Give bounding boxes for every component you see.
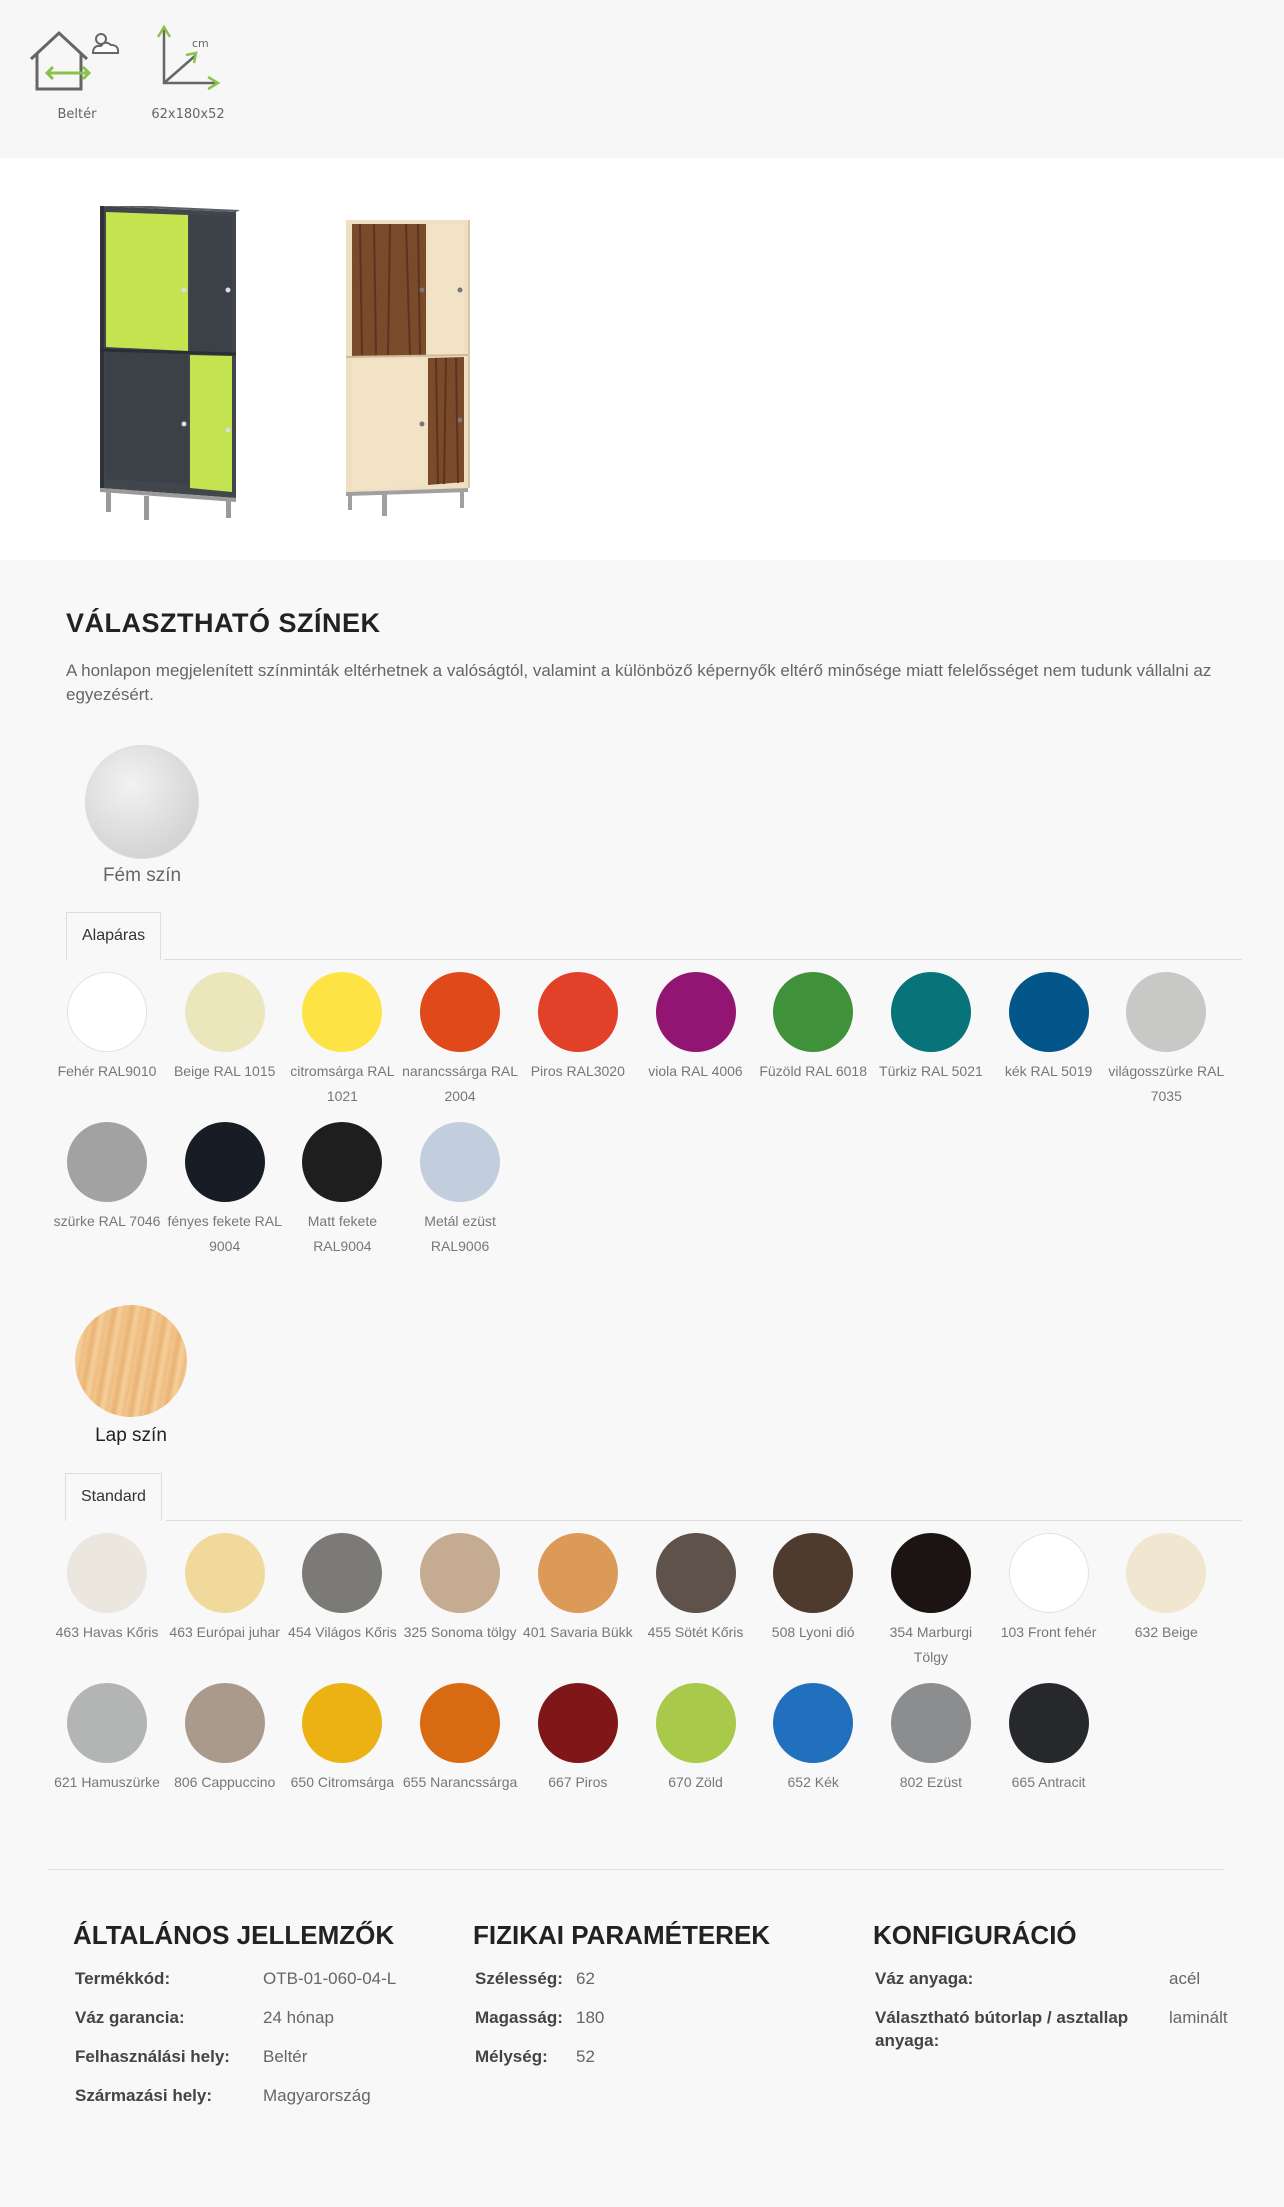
attr-row	[473, 2045, 853, 2084]
board-color-swatch-label: 508 Lyoni dió	[771, 1624, 855, 1640]
attr-row	[873, 2006, 1253, 2050]
attr-key: Magasság:	[475, 2008, 563, 2027]
board-color-swatch-color	[891, 1683, 971, 1763]
frame-color-swatch-label: Matt fekete RAL9004	[307, 1213, 378, 1254]
attr-row	[873, 1967, 1253, 2006]
dimension-spec	[138, 25, 238, 122]
board-color-swatch-color	[538, 1683, 618, 1763]
physical-title: FIZIKAI PARAMÉTEREK	[473, 1920, 771, 1950]
board-color-swatch-label: 454 Világos Kőris	[288, 1624, 397, 1640]
attr-row	[473, 1967, 853, 2006]
board-color-swatch[interactable]	[48, 1683, 166, 1795]
board-color-swatch[interactable]	[519, 1533, 637, 1645]
frame-color-swatch-label: Füzöld RAL 6018	[759, 1063, 868, 1079]
attr-row	[73, 2045, 453, 2084]
board-color-swatch[interactable]	[401, 1683, 519, 1795]
board-color-swatch-color	[1126, 1533, 1206, 1613]
board-color-swatch-color	[302, 1683, 382, 1763]
frame-color-swatch[interactable]	[990, 972, 1108, 1084]
board-color-swatch-color	[302, 1533, 382, 1613]
board-color-swatch[interactable]	[283, 1683, 401, 1795]
frame-color-swatch[interactable]	[166, 1122, 284, 1259]
attr-value: OTB-01-060-04-L	[263, 1969, 397, 1988]
attr-value: 52	[576, 2047, 595, 2066]
board-color-swatch[interactable]	[637, 1533, 755, 1645]
attr-row	[473, 2006, 853, 2045]
product-image-anthracite-locker[interactable]	[96, 206, 246, 531]
attr-row	[73, 2084, 453, 2123]
board-color-swatch-label: 103 Front fehér	[1000, 1624, 1097, 1640]
frame-swatch-grid	[53, 972, 1256, 1254]
board-color-swatch-label: 670 Zöld	[668, 1774, 723, 1790]
frame-color-swatch-color	[1126, 972, 1206, 1052]
board-color-swatch[interactable]	[166, 1683, 284, 1795]
board-color-swatch-color	[185, 1533, 265, 1613]
frame-color-swatch-color	[420, 972, 500, 1052]
unit-label: cm	[192, 37, 209, 50]
physical-attributes	[473, 1920, 853, 2084]
colors-title: VÁLASZTHATÓ SZÍNEK	[66, 608, 381, 638]
spec-icons-bar	[0, 0, 1284, 158]
frame-color-swatch-label: Beige RAL 1015	[173, 1063, 276, 1079]
attr-key: Váz garancia:	[75, 2008, 185, 2027]
board-color-swatch-color	[891, 1533, 971, 1613]
board-color-swatch-color	[656, 1533, 736, 1613]
general-attributes	[73, 1920, 453, 2123]
frame-color-swatch[interactable]	[872, 972, 990, 1084]
board-color-swatch-color	[1009, 1683, 1089, 1763]
product-image-wood-locker[interactable]	[340, 220, 480, 525]
board-color-swatch-color	[773, 1533, 853, 1613]
board-color-swatch-label: 621 Hamuszürke	[54, 1774, 160, 1790]
board-color-swatch-label: 354 Marburgi Tölgy	[889, 1624, 973, 1665]
board-color-swatch-color	[1009, 1533, 1089, 1613]
frame-color-swatch[interactable]	[1107, 972, 1225, 1109]
frame-color-swatch-label: Türkiz RAL 5021	[879, 1063, 983, 1079]
frame-color-swatch-color	[302, 972, 382, 1052]
board-color-swatch[interactable]	[990, 1683, 1108, 1795]
frame-color-swatch[interactable]	[754, 972, 872, 1084]
frame-color-swatch-label: Piros RAL3020	[530, 1063, 625, 1079]
board-color-swatch-label: 463 Havas Kőris	[55, 1624, 159, 1640]
attr-value: laminált	[1169, 2008, 1228, 2027]
attr-value: Magyarország	[263, 2086, 371, 2105]
board-color-swatch[interactable]	[48, 1533, 166, 1645]
attr-value: Beltér	[263, 2047, 308, 2066]
board-color-swatch-label: 665 Antracit	[1011, 1774, 1086, 1790]
frame-color-swatch-color	[773, 972, 853, 1052]
board-color-swatch[interactable]	[1107, 1533, 1225, 1645]
board-color-swatch-label: 401 Savaria Bükk	[522, 1624, 633, 1640]
usage-spec	[27, 25, 127, 122]
board-color-swatch-color	[185, 1683, 265, 1763]
attr-row	[73, 2006, 453, 2045]
board-color-swatch[interactable]	[519, 1683, 637, 1795]
board-color-swatch-label: 325 Sonoma tölgy	[403, 1624, 517, 1640]
attr-key: Váz anyaga:	[875, 1969, 974, 1988]
board-swatch-grid	[54, 1533, 1256, 1813]
frame-color-swatch-color	[302, 1122, 382, 1202]
frame-color-swatch-color	[67, 1122, 147, 1202]
frame-color-swatch[interactable]	[166, 972, 284, 1084]
frame-color-swatch-label: viola RAL 4006	[648, 1063, 743, 1079]
frame-color-swatch[interactable]	[519, 972, 637, 1084]
frame-color-swatch[interactable]	[48, 972, 166, 1084]
frame-color-swatch[interactable]	[637, 972, 755, 1084]
board-color-swatch-label: 632 Beige	[1134, 1624, 1198, 1640]
board-color-label: Lap szín	[95, 1425, 167, 1446]
dimension-label: 62x180x52	[151, 107, 225, 122]
attr-value: acél	[1169, 1969, 1201, 1988]
frame-color-swatch-label: narancssárga RAL 2004	[402, 1063, 519, 1104]
frame-color-label: Fém szín	[102, 865, 182, 886]
usage-label: Beltér	[57, 107, 97, 122]
frame-color-swatch-color	[185, 1122, 265, 1202]
attr-key: Szélesség:	[475, 1969, 563, 1988]
frame-color-swatch[interactable]	[48, 1122, 166, 1234]
board-color-swatch[interactable]	[872, 1533, 990, 1670]
config-title: KONFIGURÁCIÓ	[873, 1920, 1077, 1950]
board-color-swatch[interactable]	[166, 1533, 284, 1645]
attr-key: Származási hely:	[75, 2086, 213, 2105]
product-images	[0, 158, 1284, 560]
frame-color-swatch-label: szürke RAL 7046	[53, 1213, 161, 1229]
board-color-swatch-color	[656, 1683, 736, 1763]
frame-color-swatch[interactable]	[283, 972, 401, 1109]
house-weather-icon	[27, 25, 127, 95]
board-color-swatch-color	[420, 1533, 500, 1613]
board-color-swatch[interactable]	[990, 1533, 1108, 1645]
board-color-swatch-label: 652 Kék	[787, 1774, 839, 1790]
frame-color-swatch	[85, 745, 199, 859]
frame-color-swatch-label: Fehér RAL9010	[57, 1063, 157, 1079]
tab-standard[interactable]: Standard	[65, 1473, 162, 1521]
frame-color-swatch-color	[538, 972, 618, 1052]
board-color-swatch[interactable]	[754, 1533, 872, 1645]
frame-color-swatch-color	[891, 972, 971, 1052]
board-color-swatch-label: 806 Cappuccino	[174, 1774, 276, 1790]
attr-key: Felhasználási hely:	[75, 2047, 230, 2066]
board-color-swatch-color	[67, 1533, 147, 1613]
attr-value: 24 hónap	[263, 2008, 334, 2027]
board-color-swatch-label: 802 Ezüst	[899, 1774, 963, 1790]
attr-value: 180	[576, 2008, 605, 2027]
board-color-swatch[interactable]	[401, 1533, 519, 1645]
board-color-swatch-color	[420, 1683, 500, 1763]
frame-color-swatch-color	[420, 1122, 500, 1202]
general-title: ÁLTALÁNOS JELLEMZŐK	[73, 1920, 395, 1950]
section-divider	[47, 1869, 1223, 1870]
board-color-swatch[interactable]	[637, 1683, 755, 1795]
board-color-swatch[interactable]	[872, 1683, 990, 1795]
attr-key: Választható bútorlap / asztallap anyaga:	[875, 2008, 1129, 2050]
frame-color-swatch[interactable]	[401, 1122, 519, 1259]
tab-underline	[166, 1520, 1242, 1521]
attr-value: 62	[576, 1969, 595, 1988]
dimensions-axis-icon	[138, 25, 238, 95]
colors-disclaimer: A honlapon megjelenített színminták eltérhetnek a valóságtól, valamint a különböző képernyők eltérő minősége miatt felelősséget nem tudunk vállalni az egyezésért.	[66, 661, 1212, 704]
board-color-swatch-label: 655 Narancssárga	[402, 1774, 518, 1790]
tab-underline	[164, 959, 1242, 960]
attr-key: Termékkód:	[75, 1969, 171, 1988]
board-color-swatch-label: 667 Piros	[548, 1774, 608, 1790]
frame-color-swatch-color	[185, 972, 265, 1052]
board-color-swatch[interactable]	[754, 1683, 872, 1795]
frame-color-swatch-label: Metál ezüst RAL9006	[424, 1213, 496, 1254]
board-color-swatch-color	[67, 1683, 147, 1763]
config-attributes	[873, 1920, 1253, 2050]
board-color-swatch-color	[773, 1683, 853, 1763]
frame-color-swatch-color	[1009, 972, 1089, 1052]
board-color-swatch-label: 463 Európai juhar	[169, 1624, 280, 1640]
frame-color-swatch-label: világosszürke RAL 7035	[1108, 1063, 1225, 1104]
frame-color-swatch-label: kék RAL 5019	[1004, 1063, 1093, 1079]
attr-row	[73, 1967, 453, 2006]
frame-color-swatch-label: citromsárga RAL 1021	[290, 1063, 395, 1104]
tab-alaparas[interactable]: Alapáras	[66, 912, 161, 960]
board-color-swatch-label: 455 Sötét Kőris	[647, 1624, 744, 1640]
frame-color-swatch-label: fényes fekete RAL 9004	[167, 1213, 282, 1254]
board-color-swatch[interactable]	[283, 1533, 401, 1645]
frame-color-swatch-color	[67, 972, 147, 1052]
board-color-swatch	[75, 1305, 187, 1417]
board-color-swatch-color	[538, 1533, 618, 1613]
frame-color-swatch[interactable]	[401, 972, 519, 1109]
attr-key: Mélység:	[475, 2047, 548, 2066]
board-color-swatch-label: 650 Citromsárga	[290, 1774, 395, 1790]
frame-color-swatch-color	[656, 972, 736, 1052]
frame-color-swatch[interactable]	[283, 1122, 401, 1259]
